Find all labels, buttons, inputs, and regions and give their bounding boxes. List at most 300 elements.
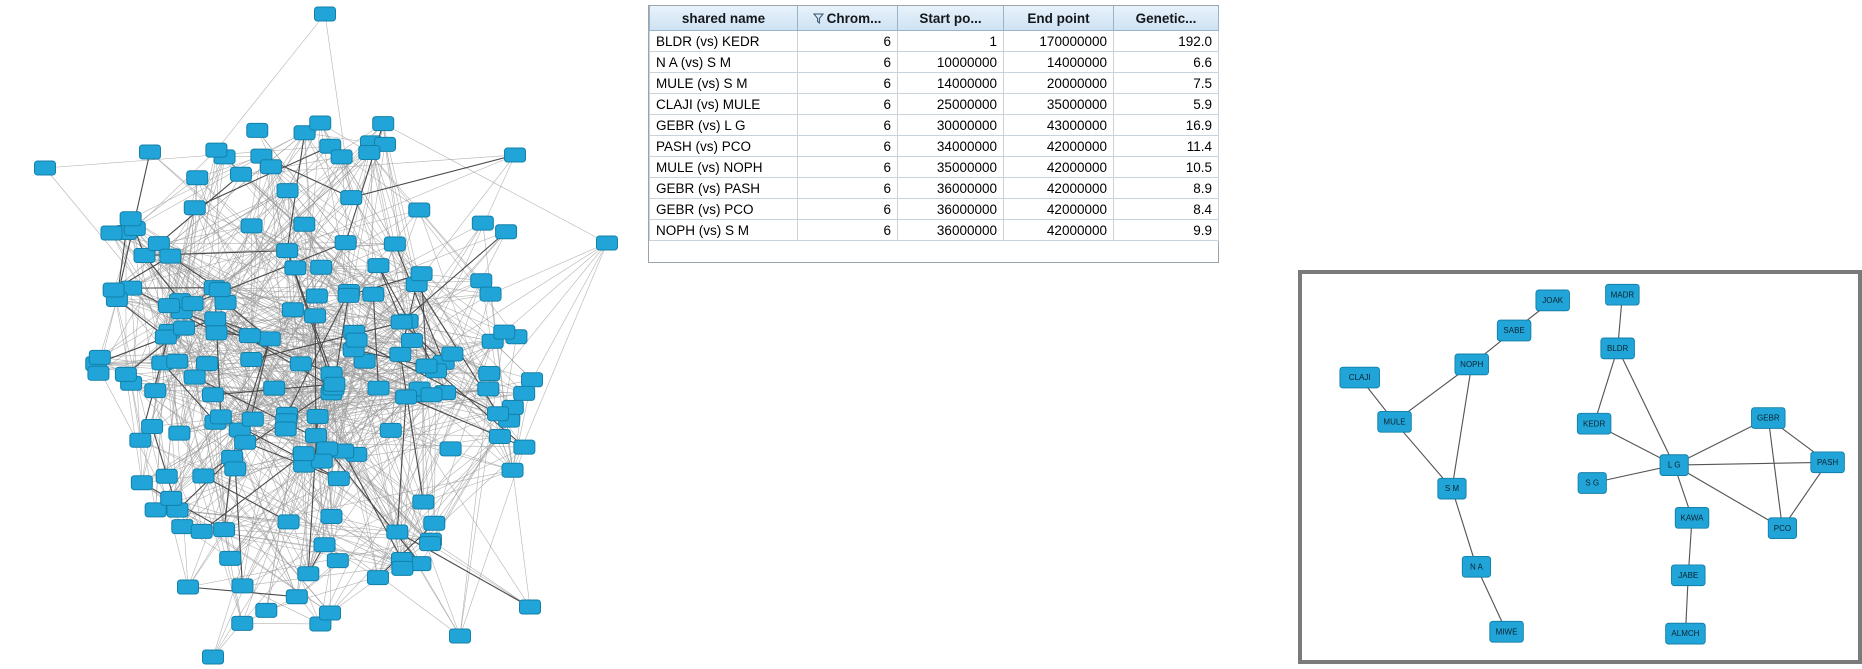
node-shape[interactable] <box>197 357 218 371</box>
node-shape[interactable] <box>488 407 509 421</box>
node-shape[interactable] <box>363 287 384 301</box>
node-shape[interactable] <box>210 410 231 424</box>
table-row[interactable] <box>650 220 1219 241</box>
node-shape[interactable] <box>232 616 253 630</box>
network-node[interactable] <box>191 524 212 538</box>
node-shape[interactable] <box>494 325 515 339</box>
network-node[interactable] <box>184 370 205 384</box>
network-node[interactable] <box>305 309 326 323</box>
edge-table-panel[interactable] <box>648 5 1219 263</box>
network-node[interactable] <box>278 515 299 529</box>
network-node[interactable] <box>210 410 231 424</box>
node-shape[interactable] <box>214 523 235 537</box>
node-shape[interactable] <box>502 463 523 477</box>
network-node[interactable] <box>1497 320 1531 341</box>
node-shape[interactable] <box>140 145 161 159</box>
node-shape[interactable] <box>247 123 268 137</box>
table-row[interactable] <box>650 157 1219 178</box>
network-node[interactable] <box>131 476 152 490</box>
network-node[interactable] <box>239 329 260 343</box>
node-shape[interactable] <box>310 116 331 130</box>
network-node[interactable] <box>1340 367 1380 388</box>
network-node[interactable] <box>184 201 205 215</box>
network-node[interactable] <box>145 384 166 398</box>
node-shape[interactable] <box>191 524 212 538</box>
node-shape[interactable] <box>282 303 303 317</box>
node-shape[interactable] <box>338 288 359 302</box>
node-shape[interactable] <box>380 423 401 437</box>
network-node[interactable] <box>232 579 253 593</box>
node-shape[interactable] <box>514 386 535 400</box>
node-shape[interactable] <box>368 381 389 395</box>
column-header-label: Start po... <box>919 10 982 26</box>
network-node[interactable] <box>1666 623 1706 644</box>
node-shape[interactable] <box>293 447 314 461</box>
node-shape[interactable] <box>160 249 181 263</box>
filter-icon[interactable] <box>814 14 823 23</box>
network-node[interactable] <box>174 321 195 335</box>
network-node[interactable] <box>197 357 218 371</box>
table-row[interactable] <box>650 31 1219 52</box>
node-shape[interactable] <box>311 260 332 274</box>
node-shape[interactable] <box>305 309 326 323</box>
table-row[interactable] <box>650 52 1219 73</box>
node-shape[interactable] <box>215 295 236 309</box>
network-node[interactable] <box>489 429 510 443</box>
node-shape[interactable] <box>88 366 109 380</box>
node-shape[interactable] <box>184 370 205 384</box>
node-shape[interactable] <box>373 117 394 131</box>
node-shape[interactable] <box>256 603 277 617</box>
network-node[interactable] <box>1455 354 1489 375</box>
network-node[interactable] <box>178 580 199 594</box>
table-row[interactable] <box>650 73 1219 94</box>
network-node[interactable] <box>156 469 177 483</box>
network-node[interactable] <box>424 516 445 530</box>
node-shape[interactable] <box>489 429 510 443</box>
network-node[interactable] <box>103 283 124 297</box>
network-node[interactable] <box>232 616 253 630</box>
node-shape[interactable] <box>239 329 260 343</box>
network-node[interactable] <box>522 373 543 387</box>
node-shape[interactable] <box>101 226 122 240</box>
node-shape[interactable] <box>167 354 188 368</box>
node-shape[interactable] <box>220 551 241 565</box>
network-node[interactable] <box>391 315 412 329</box>
network-node[interactable] <box>115 367 136 381</box>
cell-chromosome: 6 <box>798 199 898 220</box>
node-shape[interactable] <box>306 289 327 303</box>
node-shape[interactable] <box>479 367 500 381</box>
node-shape[interactable] <box>159 299 180 313</box>
network-node[interactable] <box>496 225 517 239</box>
node-shape[interactable] <box>413 495 434 509</box>
network-node[interactable] <box>206 143 227 157</box>
node-shape[interactable] <box>278 515 299 529</box>
node-shape[interactable] <box>285 261 306 275</box>
node-shape[interactable] <box>367 571 388 585</box>
network-node[interactable] <box>193 469 214 483</box>
node-shape[interactable] <box>161 491 182 505</box>
network-node[interactable] <box>88 366 109 380</box>
network-node[interactable] <box>167 354 188 368</box>
node-shape[interactable] <box>315 7 336 21</box>
network-node[interactable] <box>321 509 342 523</box>
node-shape[interactable] <box>193 469 214 483</box>
network-node[interactable] <box>450 629 471 643</box>
node-shape[interactable] <box>205 312 226 326</box>
network-edge <box>432 243 607 395</box>
node-shape[interactable] <box>298 567 319 581</box>
network-node[interactable] <box>282 303 303 317</box>
node-shape[interactable] <box>202 388 223 402</box>
small-network-nodes[interactable] <box>1340 284 1844 644</box>
network-node[interactable] <box>421 388 442 402</box>
node-shape[interactable] <box>184 201 205 215</box>
network-node[interactable] <box>161 491 182 505</box>
network-node[interactable] <box>346 333 367 347</box>
network-node[interactable] <box>220 551 241 565</box>
network-node[interactable] <box>387 525 408 539</box>
network-node[interactable] <box>285 261 306 275</box>
node-shape[interactable] <box>442 347 463 361</box>
node-shape[interactable] <box>174 321 195 335</box>
network-node[interactable] <box>363 287 384 301</box>
network-node[interactable] <box>264 381 285 395</box>
network-node[interactable] <box>140 145 161 159</box>
network-node[interactable] <box>182 297 203 311</box>
node-shape[interactable] <box>520 600 541 614</box>
network-node[interactable] <box>1438 478 1466 499</box>
network-node[interactable] <box>505 148 526 162</box>
network-node[interactable] <box>298 567 319 581</box>
network-node[interactable] <box>142 420 163 434</box>
node-shape[interactable] <box>409 203 430 217</box>
network-node[interactable] <box>373 117 394 131</box>
network-node[interactable] <box>307 410 328 424</box>
node-shape[interactable] <box>286 590 307 604</box>
network-node[interactable] <box>442 347 463 361</box>
node-label: CLAJI <box>1348 373 1371 383</box>
table-row[interactable] <box>650 178 1219 199</box>
network-node[interactable] <box>315 7 336 21</box>
node-shape[interactable] <box>206 326 227 340</box>
network-node[interactable] <box>420 537 441 551</box>
node-shape[interactable] <box>335 236 356 250</box>
network-node[interactable] <box>256 603 277 617</box>
node-shape[interactable] <box>324 377 345 391</box>
node-shape[interactable] <box>359 146 380 160</box>
cell-end-point: 42000000 <box>1004 178 1114 199</box>
node-shape[interactable] <box>384 237 405 251</box>
node-shape[interactable] <box>416 359 437 373</box>
network-node[interactable] <box>1672 565 1706 586</box>
node-shape[interactable] <box>597 236 618 250</box>
network-node[interactable] <box>597 236 618 250</box>
network-node[interactable] <box>206 326 227 340</box>
network-node[interactable] <box>472 216 493 230</box>
table-row[interactable] <box>650 199 1219 220</box>
network-node[interactable] <box>392 561 413 575</box>
node-shape[interactable] <box>178 580 199 594</box>
network-node[interactable] <box>324 377 345 391</box>
node-shape[interactable] <box>130 433 151 447</box>
network-node[interactable] <box>440 442 461 456</box>
network-node[interactable] <box>480 287 501 301</box>
node-shape[interactable] <box>145 384 166 398</box>
network-node[interactable] <box>514 386 535 400</box>
network-edge <box>491 243 607 294</box>
table-row[interactable] <box>650 136 1219 157</box>
network-node[interactable] <box>478 382 499 396</box>
network-node[interactable] <box>1536 290 1570 311</box>
network-node[interactable] <box>416 359 437 373</box>
network-node[interactable] <box>471 274 492 288</box>
node-shape[interactable] <box>277 244 298 258</box>
network-node[interactable] <box>380 423 401 437</box>
network-node[interactable] <box>203 650 224 664</box>
network-node[interactable] <box>130 433 151 447</box>
network-node[interactable] <box>1660 455 1688 476</box>
network-node[interactable] <box>310 116 331 130</box>
column-header-genetic[interactable] <box>1114 6 1219 31</box>
network-node[interactable] <box>514 440 535 454</box>
node-shape[interactable] <box>260 160 281 174</box>
node-shape[interactable] <box>187 171 208 185</box>
node-shape[interactable] <box>120 212 141 226</box>
network-node[interactable] <box>214 523 235 537</box>
node-shape[interactable] <box>203 650 224 664</box>
node-shape[interactable] <box>420 537 441 551</box>
network-node[interactable] <box>384 237 405 251</box>
network-node[interactable] <box>341 191 362 205</box>
network-node[interactable] <box>202 388 223 402</box>
node-shape[interactable] <box>392 561 413 575</box>
network-node[interactable] <box>401 333 422 347</box>
network-node[interactable] <box>1811 452 1845 473</box>
network-node[interactable] <box>320 606 341 620</box>
network-node[interactable] <box>335 236 356 250</box>
network-node[interactable] <box>247 123 268 137</box>
network-node[interactable] <box>235 435 256 449</box>
node-shape[interactable] <box>230 167 251 181</box>
network-node[interactable] <box>1490 621 1524 642</box>
network-node[interactable] <box>277 244 298 258</box>
network-node[interactable] <box>411 267 432 281</box>
network-node[interactable] <box>367 571 388 585</box>
node-shape[interactable] <box>472 216 493 230</box>
network-node[interactable] <box>1378 411 1412 432</box>
node-shape[interactable] <box>514 440 535 454</box>
network-node[interactable] <box>306 289 327 303</box>
node-shape[interactable] <box>182 297 203 311</box>
node-shape[interactable] <box>424 516 445 530</box>
column-header-shared-name[interactable] <box>650 6 798 31</box>
network-node[interactable] <box>293 447 314 461</box>
column-header-start-point[interactable] <box>898 6 1004 31</box>
network-node[interactable] <box>311 260 332 274</box>
network-node[interactable] <box>215 295 236 309</box>
network-node[interactable] <box>359 146 380 160</box>
network-node[interactable] <box>230 167 251 181</box>
network-node[interactable] <box>101 226 122 240</box>
node-shape[interactable] <box>242 412 263 426</box>
node-shape[interactable] <box>505 148 526 162</box>
network-node[interactable] <box>502 463 523 477</box>
node-shape[interactable] <box>115 367 136 381</box>
node-shape[interactable] <box>290 357 311 371</box>
node-shape[interactable] <box>390 347 411 361</box>
network-node[interactable] <box>368 381 389 395</box>
network-node[interactable] <box>35 161 56 175</box>
network-node[interactable] <box>494 325 515 339</box>
node-shape[interactable] <box>471 274 492 288</box>
small-network-canvas[interactable] <box>1302 274 1858 660</box>
node-shape[interactable] <box>327 554 348 568</box>
network-node[interactable] <box>1601 338 1635 359</box>
network-node[interactable] <box>327 554 348 568</box>
network-node[interactable] <box>120 212 141 226</box>
network-node[interactable] <box>286 590 307 604</box>
network-node[interactable] <box>314 538 335 552</box>
network-node[interactable] <box>172 520 193 534</box>
big-network-view[interactable] <box>0 0 645 669</box>
network-node[interactable] <box>241 353 262 367</box>
network-node[interactable] <box>159 299 180 313</box>
node-shape[interactable] <box>331 150 352 164</box>
network-node[interactable] <box>1462 556 1490 577</box>
network-node[interactable] <box>169 426 190 440</box>
node-shape[interactable] <box>328 472 349 486</box>
cell-end-point: 42000000 <box>1004 157 1114 178</box>
network-node[interactable] <box>338 288 359 302</box>
network-node[interactable] <box>241 219 262 233</box>
small-network-view[interactable] <box>1298 270 1862 664</box>
node-shape[interactable] <box>346 333 367 347</box>
network-node[interactable] <box>409 203 430 217</box>
network-node[interactable] <box>1768 518 1796 539</box>
node-shape[interactable] <box>172 520 193 534</box>
node-shape[interactable] <box>259 332 280 346</box>
column-header-end-point[interactable] <box>1004 6 1114 31</box>
network-node[interactable] <box>1752 408 1786 429</box>
node-shape[interactable] <box>391 315 412 329</box>
network-node[interactable] <box>368 259 389 273</box>
cell-end-point: 35000000 <box>1004 94 1114 115</box>
network-node[interactable] <box>225 462 246 476</box>
network-node[interactable] <box>305 429 326 443</box>
node-shape[interactable] <box>206 143 227 157</box>
cell-genetic: 192.0 <box>1114 31 1219 52</box>
network-node[interactable] <box>275 422 296 436</box>
network-node[interactable] <box>148 237 169 251</box>
big-network-canvas[interactable] <box>0 0 645 669</box>
node-shape[interactable] <box>411 267 432 281</box>
table-row[interactable] <box>650 115 1219 136</box>
node-shape[interactable] <box>294 217 315 231</box>
node-shape[interactable] <box>387 525 408 539</box>
node-shape[interactable] <box>142 420 163 434</box>
node-shape[interactable] <box>320 606 341 620</box>
node-shape[interactable] <box>368 259 389 273</box>
network-node[interactable] <box>187 171 208 185</box>
network-node[interactable] <box>205 312 226 326</box>
column-header-chromosome[interactable] <box>798 6 898 31</box>
network-node[interactable] <box>413 495 434 509</box>
network-node[interactable] <box>331 150 352 164</box>
node-shape[interactable] <box>225 462 246 476</box>
node-shape[interactable] <box>35 161 56 175</box>
node-shape[interactable] <box>241 219 262 233</box>
node-shape[interactable] <box>275 422 296 436</box>
node-shape[interactable] <box>89 350 110 364</box>
node-shape[interactable] <box>450 629 471 643</box>
node-shape[interactable] <box>148 237 169 251</box>
column-header-label: shared name <box>681 10 766 26</box>
cell-chromosome: 6 <box>798 94 898 115</box>
network-node[interactable] <box>242 412 263 426</box>
node-shape[interactable] <box>305 429 326 443</box>
node-shape[interactable] <box>264 381 285 395</box>
network-node[interactable] <box>520 600 541 614</box>
network-node[interactable] <box>277 184 298 198</box>
node-shape[interactable] <box>314 538 335 552</box>
node-shape[interactable] <box>496 225 517 239</box>
node-label: S G <box>1585 478 1600 488</box>
node-shape[interactable] <box>321 509 342 523</box>
network-node[interactable] <box>1675 507 1709 528</box>
edge-table <box>649 6 1219 241</box>
node-shape[interactable] <box>478 382 499 396</box>
node-shape[interactable] <box>103 283 124 297</box>
node-shape[interactable] <box>396 390 417 404</box>
table-row[interactable] <box>650 94 1219 115</box>
node-shape[interactable] <box>241 353 262 367</box>
network-node[interactable] <box>479 367 500 381</box>
node-shape[interactable] <box>401 333 422 347</box>
network-node[interactable] <box>290 357 311 371</box>
node-shape[interactable] <box>169 426 190 440</box>
network-node[interactable] <box>390 347 411 361</box>
node-shape[interactable] <box>131 476 152 490</box>
node-shape[interactable] <box>341 191 362 205</box>
node-shape[interactable] <box>522 373 543 387</box>
node-label: ALMCH <box>1671 629 1700 639</box>
network-node[interactable] <box>209 283 230 297</box>
network-node[interactable] <box>1578 473 1606 494</box>
node-shape[interactable] <box>209 283 230 297</box>
network-node[interactable] <box>160 249 181 263</box>
node-shape[interactable] <box>235 435 256 449</box>
node-shape[interactable] <box>421 388 442 402</box>
network-node[interactable] <box>1606 284 1640 305</box>
network-node[interactable] <box>396 390 417 404</box>
node-shape[interactable] <box>156 469 177 483</box>
node-shape[interactable] <box>232 579 253 593</box>
network-node[interactable] <box>1577 413 1611 434</box>
network-node[interactable] <box>328 472 349 486</box>
network-node[interactable] <box>260 160 281 174</box>
network-node[interactable] <box>259 332 280 346</box>
network-node[interactable] <box>488 407 509 421</box>
node-shape[interactable] <box>480 287 501 301</box>
node-shape[interactable] <box>277 184 298 198</box>
table-header-row <box>650 6 1219 31</box>
network-node[interactable] <box>294 217 315 231</box>
node-shape[interactable] <box>307 410 328 424</box>
node-shape[interactable] <box>440 442 461 456</box>
network-node[interactable] <box>89 350 110 364</box>
